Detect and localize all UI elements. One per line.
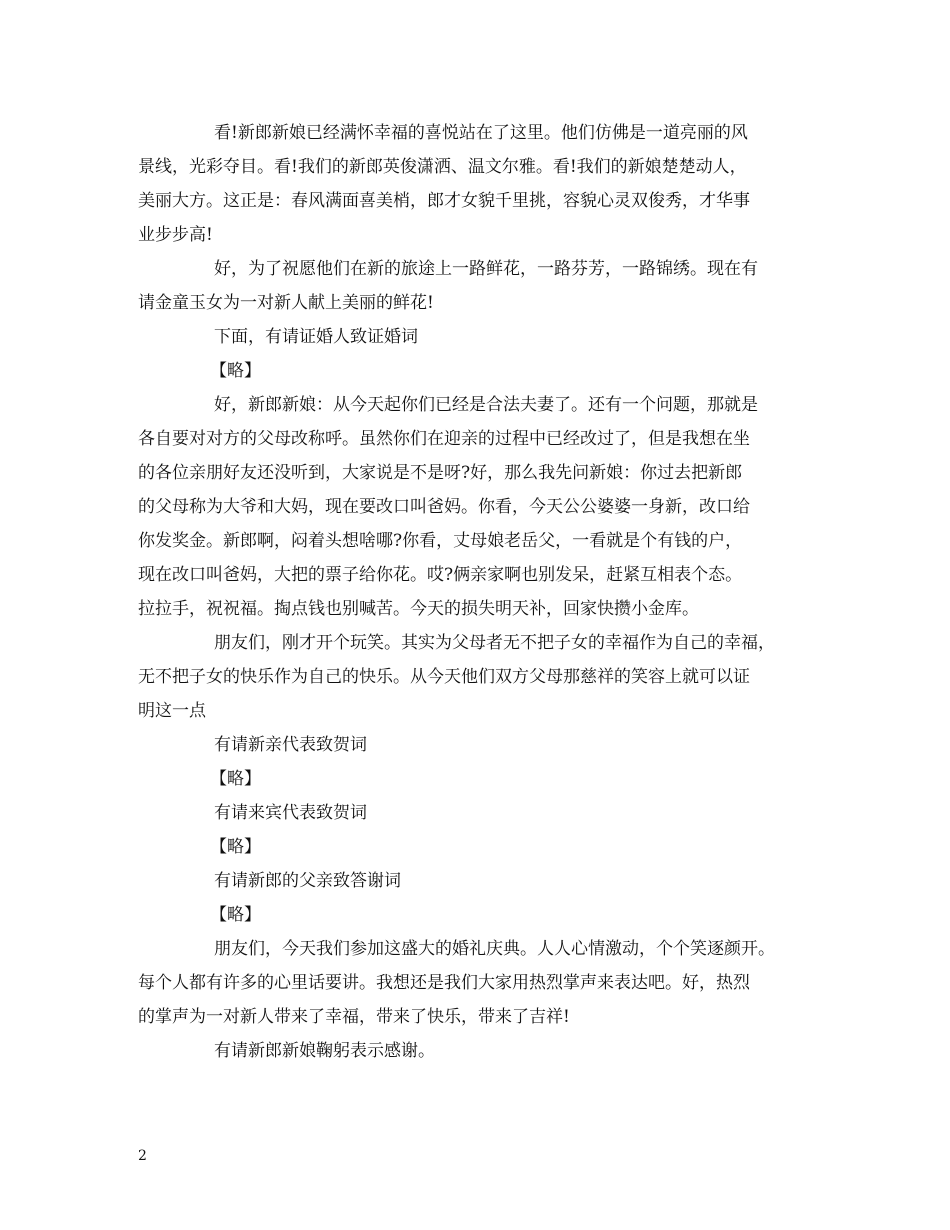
- paragraph-line: 朋友们，今天我们参加这盛大的婚礼庆典。人人心情激动，个个笑逐颜开。: [214, 939, 775, 959]
- paragraph-line: 景线，光彩夺目。看!我们的新郎英俊潇洒、温文尔雅。看!我们的新娘楚楚动人，: [138, 157, 747, 177]
- paragraph-line: 有请新郎的父亲致答谢词: [214, 871, 401, 891]
- paragraph-line: 各自要对对方的父母改称呼。虽然你们在迎亲的过程中已经改过了，但是我想在坐: [138, 429, 750, 449]
- omitted-marker: 【略】: [210, 769, 261, 789]
- paragraph-line: 无不把子女的快乐作为自己的快乐。从今天他们双方父母那慈祥的笑容上就可以证: [138, 667, 750, 687]
- paragraph-line: 好，新郎新娘：从今天起你们已经是合法夫妻了。还有一个问题，那就是: [214, 395, 758, 415]
- omitted-marker: 【略】: [210, 837, 261, 857]
- paragraph-line: 每个人都有许多的心里话要讲。我想还是我们大家用热烈掌声来表达吧。好，热烈: [138, 973, 750, 993]
- paragraph-line: 美丽大方。这正是：春风满面喜美梢，郎才女貌千里挑，容貌心灵双俊秀，才华事: [138, 191, 750, 211]
- paragraph-line: 有请新郎新娘鞠躬表示感谢。: [214, 1041, 435, 1061]
- paragraph-line: 你发奖金。新郎啊，闷着头想啥哪?你看，丈母娘老岳父，一看就是个有钱的户，: [138, 531, 743, 551]
- paragraph-line: 业步步高!: [138, 225, 213, 245]
- paragraph-line: 有请新亲代表致贺词: [214, 735, 367, 755]
- paragraph-line: 有请来宾代表致贺词: [214, 803, 367, 823]
- paragraph-line: 请金童玉女为一对新人献上美丽的鲜花!: [138, 293, 434, 313]
- paragraph-line: 好，为了祝愿他们在新的旅途上一路鲜花，一路芬芳，一路锦绣。现在有: [214, 259, 758, 279]
- paragraph-line: 现在改口叫爸妈，大把的票子给你花。哎?俩亲家啊也别发呆，赶紧互相表个态。: [138, 565, 743, 585]
- paragraph-line: 下面，有请证婚人致证婚词: [214, 327, 418, 347]
- paragraph-line: 拉拉手，祝祝福。掏点钱也别喊苦。今天的损失明天补，回家快攒小金库。: [138, 599, 699, 619]
- omitted-marker: 【略】: [210, 361, 261, 381]
- paragraph-line: 的父母称为大爷和大妈，现在要改口叫爸妈。你看，今天公公婆婆一身新，改口给: [138, 497, 750, 517]
- paragraph-line: 看!新郎新娘已经满怀幸福的喜悦站在了这里。他们仿佛是一道亮丽的风: [214, 123, 748, 143]
- paragraph-line: 朋友们，刚才开个玩笑。其实为父母者无不把子女的幸福作为自己的幸福，: [214, 633, 775, 653]
- page-number: 2: [138, 1148, 147, 1164]
- paragraph-line: 的掌声为一对新人带来了幸福，带来了快乐，带来了吉祥!: [138, 1007, 570, 1027]
- paragraph-line: 的各位亲朋好友还没听到，大家说是不是呀?好，那么我先问新娘：你过去把新郎: [138, 463, 743, 483]
- paragraph-line: 明这一点: [138, 701, 206, 721]
- omitted-marker: 【略】: [210, 905, 261, 925]
- document-body: [138, 116, 838, 1068]
